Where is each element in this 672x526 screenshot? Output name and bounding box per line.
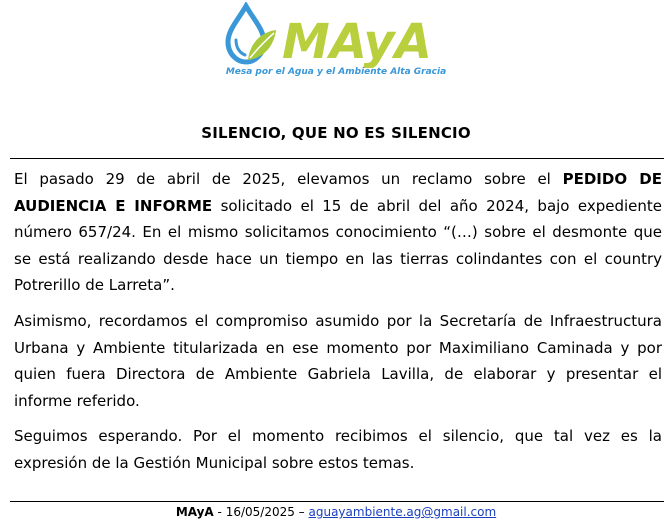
document-body [14,166,662,486]
footer-date: - 16/05/2025 – [213,505,309,519]
footer-org: MAyA [175,505,214,519]
paragraph-2: Asimismo, recordamos el compromiso asumido por la Secretaría de Infraestructura Urbana y Ambiente titularizada en ese momento por Maximiliano Caminada y por quien fuera Directora de Ambiente Gabriela Lavilla, de elaborar y presentar el informe referido. [14,311,662,410]
paragraph-1: El pasado 29 de abril de 2025, elevamos un reclamo sobre el PEDIDO DE AUDIENCIA E INFORME solicitado el 15 de abril del año 2024, bajo expediente número 657/24. En el mismo solicitamos conocimiento “(…) sobre el desmonte que se está realizando desde hace un tiempo en las tierras colindantes con el country Potrerillo de Larreta”. [14,170,663,295]
footer-email-link[interactable]: aguayambiente.ag@gmail.com [308,505,497,519]
bottom-divider [10,501,664,502]
paragraph-3: Seguimos esperando. Por el momento recibimos el silencio, que tal vez es la expresión de la Gestión Municipal sobre estos temas. [14,427,662,472]
logo-wordmark: MAyA [282,14,432,68]
logo-tagline: Mesa por el Agua y el Ambiente Alta Gracia [225,67,447,77]
footer [0,505,672,519]
top-divider [10,158,664,159]
emphasis-text: PEDIDO DE AUDIENCIA E INFORME [14,170,662,215]
page-title: SILENCIO, QUE NO ES SILENCIO [201,124,471,142]
